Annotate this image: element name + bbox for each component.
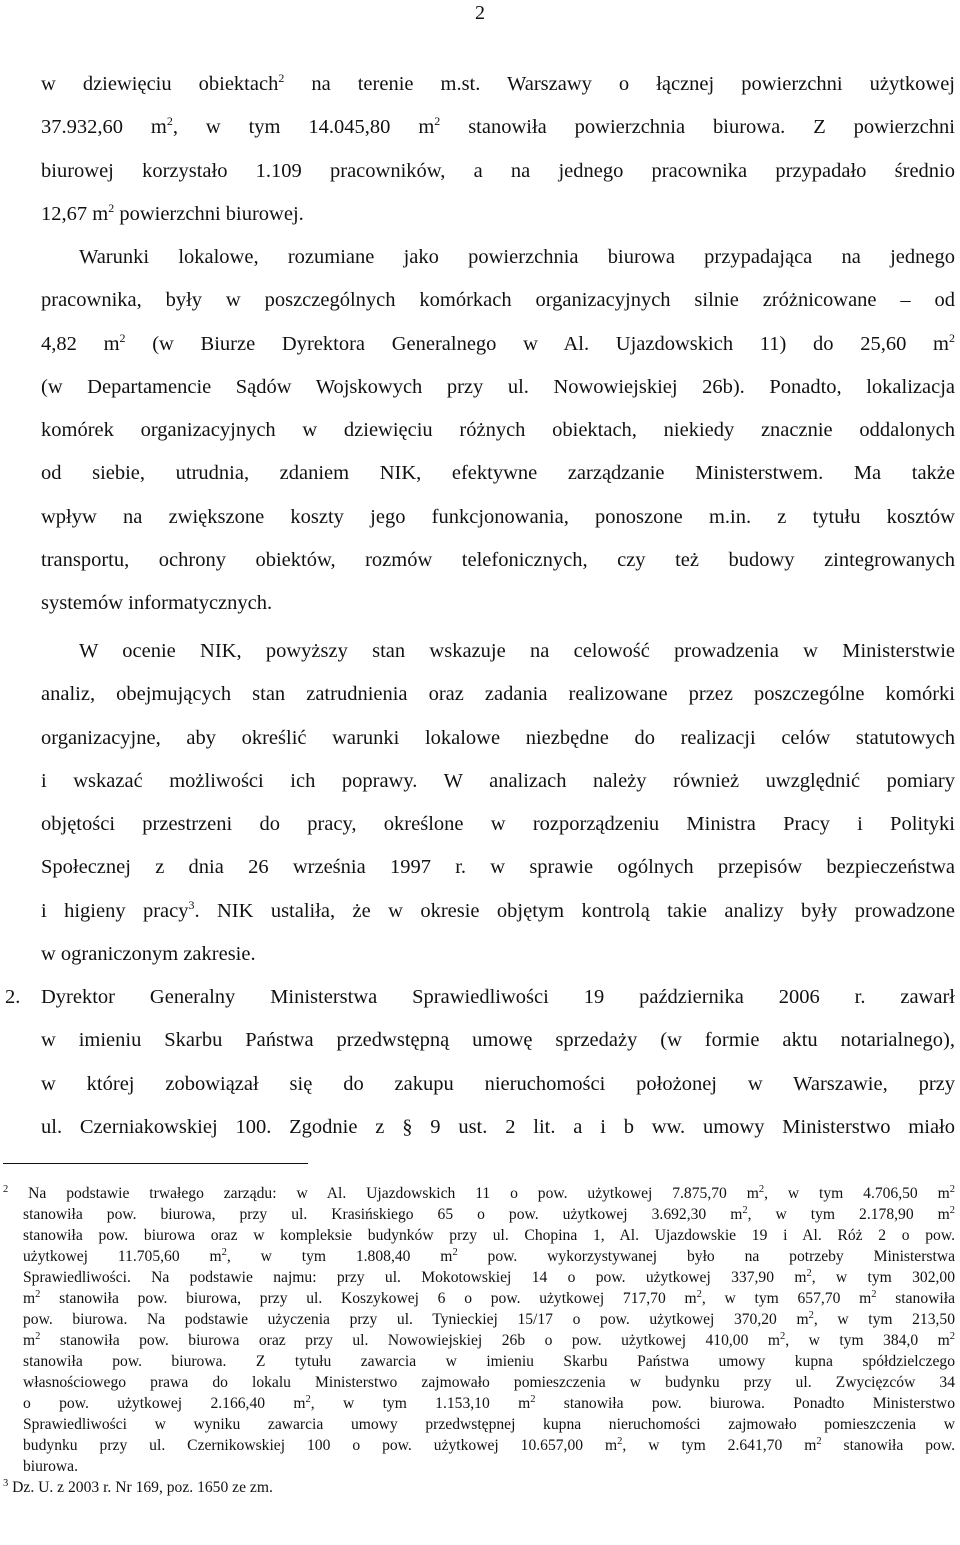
text-run: Sprawiedliwości w wyniku zawarcia umowy przedwstępnej kupna nieruchomości zajmowało pomieszczenia w: [23, 1416, 955, 1433]
text-run: Warunki lokalowe, rozumiane jako powierzchnia biurowa przypadająca na jednego: [79, 246, 955, 268]
superscript: 2: [871, 1289, 877, 1300]
text-line: [41, 1019, 955, 1062]
text-run: wpływ na zwiększone koszty jego funkcjonowania, ponoszone m.in. z tytułu kosztów: [41, 505, 955, 528]
footnote-line: [3, 1456, 955, 1477]
text-run: i wskazać możliwości ich poprawy. W analizach należy również uwzględnić pomiary: [41, 769, 955, 792]
text-run: w dziewięciu obiektach: [41, 73, 279, 95]
text-run: użytkowej 11.705,60 m: [23, 1248, 222, 1265]
footnote-line: [3, 1204, 955, 1225]
text-run: budynku przy ul. Czernikowskiej 100 o pow. użytkowej 10.657,00 m: [23, 1437, 618, 1454]
superscript: 3: [188, 897, 195, 912]
text-line: [41, 846, 955, 889]
text-run: W ocenie NIK, powyższy stan wskazuje na celowość prowadzenia w Ministerstwie: [79, 640, 955, 662]
text-run: stanowiła pow. biurowa, przy ul. Koszykowej 6 o pow. użytkowej 717,70 m: [40, 1290, 697, 1307]
text-run: objętości przestrzeni do pracy, określone w rozporządzeniu Ministra Pracy i Polityki: [41, 813, 955, 836]
text-run: stanowiła: [876, 1290, 955, 1307]
paragraph-office-space-summary: [41, 63, 955, 236]
text-line: [41, 717, 955, 760]
text-run: pow. biurowa. Na podstawie użyczenia przy ul. Tynieckiej 15/17 o pow. użytkowej 370,20 m: [23, 1311, 809, 1328]
superscript: 2: [742, 1205, 748, 1216]
text-run: o pow. użytkowej 2.166,40 m: [23, 1395, 306, 1412]
superscript: 2: [949, 1205, 955, 1216]
footnote-3: [3, 1477, 955, 1498]
text-line: [41, 409, 955, 452]
text-run: stanowiła pow. biurowa. Z tytułu zawarcia w imieniu Skarbu Państwa umowy kupna spółdzielczego: [23, 1353, 955, 1370]
text-line: [41, 630, 955, 673]
text-run: pracownika, były w poszczególnych komórkach organizacyjnych silnie zróżnicowane – od: [41, 289, 955, 312]
text-line: [41, 673, 955, 716]
text-line: [41, 933, 955, 976]
text-run: 37.932,60 m: [41, 116, 167, 139]
text-run: , w tym 384,0 m: [785, 1332, 950, 1349]
text-run: , w tym 2.641,70 m: [622, 1437, 817, 1454]
text-line: [41, 803, 955, 846]
text-line: [41, 106, 955, 149]
text-line: [41, 63, 955, 106]
text-run: , w tym 1.153,10 m: [310, 1395, 531, 1412]
superscript: 2: [949, 1184, 955, 1195]
text-run: w imieniu Skarbu Państwa przedwstępną umowę sprzedaży (w formie aktu notarialnego),: [41, 1029, 955, 1052]
text-run: analiz, obejmujących stan zatrudnienia oraz zadania realizowane przez poszczególne komórki: [41, 683, 955, 706]
superscript: 2: [758, 1184, 765, 1195]
footnote-line: [3, 1288, 955, 1309]
superscript: 2: [35, 1331, 41, 1342]
text-line: [41, 496, 955, 539]
text-run: w której zobowiązał się do zakupu nieruchomości położonej w Warszawie, przy: [41, 1072, 955, 1095]
text-run: ul. Czerniakowskiej 100. Zgodnie z § 9 ust. 2 lit. a i b ww. umowy Ministerstwo miało: [41, 1115, 955, 1138]
superscript: 2: [816, 1436, 822, 1447]
superscript: 2: [166, 114, 173, 129]
superscript: 2: [617, 1436, 623, 1447]
text-run: Dyrektor Generalny Ministerstwa Sprawiedliwości 19 października 2006 r. zawarł: [41, 986, 955, 1008]
footnote-line: [3, 1225, 955, 1246]
text-run: , w tym 302,00: [811, 1269, 955, 1286]
text-line: [41, 150, 955, 193]
footnote-marker: 3: [3, 1478, 9, 1489]
text-line: [41, 452, 955, 495]
paragraph-nik-assessment: [41, 630, 955, 976]
text-run: , w tym 4.706,50 m: [764, 1185, 950, 1202]
text-run: , w tym 213,50: [813, 1311, 955, 1328]
text-run: (w Biurze Dyrektora Generalnego w Al. Ujazdowskich 11) do 25,60 m: [125, 332, 950, 355]
superscript: 2: [35, 1289, 41, 1300]
text-run: systemów informatycznych.: [41, 592, 273, 615]
text-run: stanowiła pow. biurowa oraz w kompleksie budynków przy ul. Chopina 1, Al. Ujazdowskie 19 i Al. Róż 2 o pow.: [23, 1227, 955, 1244]
text-run: 12,67 m: [41, 202, 109, 225]
text-run: organizacyjne, aby określić warunki lokalowe niezbędne do realizacji celów statutowych: [41, 726, 955, 749]
text-line: [41, 279, 955, 322]
text-run: m: [23, 1332, 36, 1349]
text-run: m: [23, 1290, 36, 1307]
superscript: 2: [221, 1247, 227, 1258]
text-run: własnościowego prawa do lokalu Ministerstwo zajmowało pomieszczenia w budynku przy ul. Zwycięzców 34: [23, 1374, 955, 1391]
text-run: powierzchni biurowej.: [114, 202, 304, 225]
superscript: 2: [949, 1331, 955, 1342]
footnote-line: [3, 1309, 955, 1330]
text-run: , w tym 2.178,90 m: [747, 1206, 950, 1223]
item-number: 2.: [5, 986, 21, 1008]
footnote-line: [3, 1246, 955, 1267]
text-line: [41, 193, 955, 236]
text-line: [41, 323, 955, 366]
footnote-line: [3, 1183, 955, 1204]
text-run: stanowiła pow.: [821, 1437, 955, 1454]
footnote-line: [3, 1435, 955, 1456]
superscript: 2: [119, 330, 126, 345]
footnote-line: [3, 1393, 955, 1414]
text-run: komórek organizacyjnych w dziewięciu różnych obiektach, niekiedy znacznie oddalonych: [41, 419, 955, 442]
text-line: [41, 890, 955, 933]
text-run: stanowiła powierzchnia biurowa. Z powierzchni: [440, 116, 955, 139]
item-2-text: [41, 976, 955, 1149]
footnote-line: [3, 1414, 955, 1435]
text-run: transportu, ochrony obiektów, rozmów telefonicznych, czy też budowy zintegrowanych: [41, 549, 955, 572]
text-run: stanowiła pow. biurowa oraz przy ul. Nowowiejskiej 26b o pow. użytkowej 410,00 m: [40, 1332, 780, 1349]
text-run: (w Departamencie Sądów Wojskowych przy ul. Nowowiejskiej 26b). Ponadto, lokalizacja: [41, 375, 955, 398]
footnote-line: [3, 1372, 955, 1393]
text-run: Dz. U. z 2003 r. Nr 169, poz. 1650 ze zm.: [8, 1479, 273, 1496]
text-run: biurowej korzystało 1.109 pracowników, a na jednego pracownika przypadało średnio: [41, 159, 955, 182]
footnote-line: [3, 1267, 955, 1288]
superscript: 2: [808, 1310, 814, 1321]
superscript: 2: [452, 1247, 458, 1258]
text-line: [41, 976, 955, 1019]
superscript: 2: [434, 114, 441, 129]
text-run: Sprawiedliwości. Na podstawie najmu: przy ul. Mokotowskiej 14 o pow. użytkowej 337,90 m: [23, 1269, 807, 1286]
footnote-line: [3, 1477, 955, 1498]
superscript: 2: [108, 200, 115, 215]
footnotes: [3, 1183, 955, 1498]
text-run: stanowiła pow. biurowa. Ponadto Ministerstwo: [535, 1395, 955, 1412]
text-run: Społecznej z dnia 26 września 1997 r. w sprawie ogólnych przepisów bezpieczeństwa: [41, 856, 955, 879]
text-run: 4,82 m: [41, 332, 120, 355]
text-run: , w tym 657,70 m: [701, 1290, 872, 1307]
text-line: [41, 366, 955, 409]
text-run: w ograniczonym zakresie.: [41, 943, 256, 966]
footnote-2: [3, 1183, 955, 1477]
superscript: 2: [696, 1289, 702, 1300]
text-run: pow. wykorzystywanej było na potrzeby Ministerstwa: [457, 1248, 955, 1265]
superscript: 2: [806, 1268, 812, 1279]
text-line: [41, 760, 955, 803]
paragraph-working-conditions: [41, 236, 955, 626]
text-run: , w tym 14.045,80 m: [172, 116, 435, 139]
superscript: 2: [305, 1394, 311, 1405]
text-run: od siebie, utrudnia, zdaniem NIK, efektywne zarządzanie Ministerstwem. Ma także: [41, 462, 955, 485]
text-run: Na podstawie trwałego zarządu: w Al. Ujazdowskich 11 o pow. użytkowej 7.875,70 m: [8, 1185, 759, 1202]
text-line: [41, 582, 955, 625]
text-line: [41, 539, 955, 582]
text-run: . NIK ustaliła, że w okresie objętym kontrolą takie analizy były prowadzone: [194, 899, 955, 922]
text-line: [41, 236, 955, 279]
superscript: 2: [779, 1331, 786, 1342]
text-run: stanowiła pow. biurowa, przy ul. Krasińskiego 65 o pow. użytkowej 3.692,30 m: [23, 1206, 743, 1223]
text-run: na terenie m.st. Warszawy o łącznej powierzchni użytkowej: [284, 73, 955, 95]
page-number: 2: [475, 2, 485, 24]
superscript: 2: [278, 71, 285, 85]
footnote-marker: 2: [3, 1184, 9, 1195]
footnote-separator: [3, 1163, 308, 1164]
text-run: i higieny pracy: [41, 899, 189, 922]
footnote-line: [3, 1330, 955, 1351]
superscript: 2: [949, 330, 956, 345]
text-run: biurowa.: [23, 1458, 78, 1475]
text-line: [41, 1063, 955, 1106]
footnote-line: [3, 1351, 955, 1372]
superscript: 2: [530, 1394, 536, 1405]
text-line: [41, 1106, 955, 1149]
text-run: , w tym 1.808,40 m: [226, 1248, 453, 1265]
